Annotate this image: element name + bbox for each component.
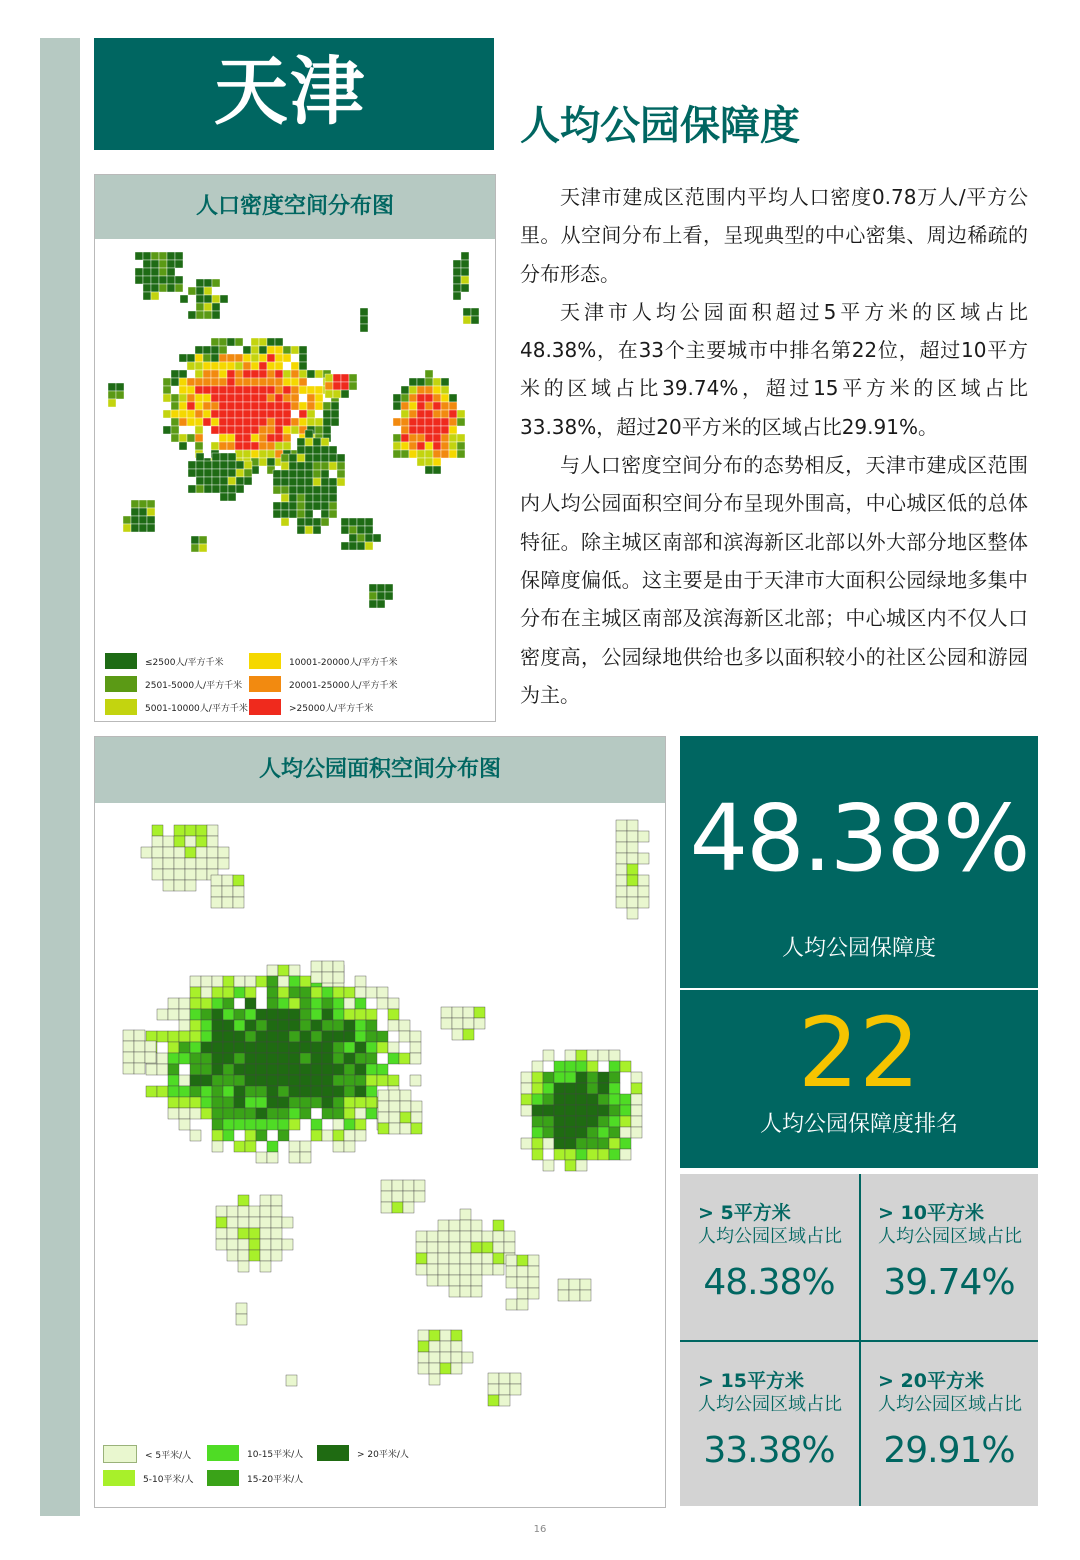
legend-swatch (105, 699, 137, 715)
legend-label: 10-15平米/人 (247, 1449, 304, 1460)
legend-label: 5001-10000人/平方千米 (145, 703, 248, 714)
body-text (520, 178, 1028, 714)
threshold-cell (680, 1174, 858, 1340)
section-heading: 人均公园保障度 (520, 103, 800, 149)
legend-swatch (249, 699, 281, 715)
threshold-label: > 15平方米 (698, 1370, 804, 1392)
legend-item (207, 1470, 303, 1486)
threshold-cell (860, 1174, 1038, 1340)
threshold-value: 33.38% (703, 1430, 835, 1471)
legend-swatch (105, 653, 137, 669)
legend-swatch (249, 676, 281, 692)
threshold-sublabel: 人均公园区域占比 (878, 1394, 1022, 1415)
coverage-stat-card (680, 736, 1038, 988)
park-area-map-title: 人均公园面积空间分布图 (95, 737, 665, 803)
threshold-sublabel: 人均公园区域占比 (698, 1226, 842, 1247)
threshold-sublabel: 人均公园区域占比 (698, 1394, 842, 1415)
legend-item (105, 653, 223, 669)
legend-item (103, 1470, 193, 1486)
legend-item (249, 653, 398, 669)
side-accent-bar (40, 38, 80, 1516)
legend-label: 5-10平米/人 (143, 1474, 194, 1485)
legend-item (249, 676, 398, 692)
legend-label: 10001-20000人/平方千米 (289, 657, 398, 668)
paragraph: 与人口密度空间分布的态势相反，天津市建成区范围内人均公园面积空间分布呈现外围高，中心城区低的总体特征。除主城区南部和滨海新区北部以外大部分地区整体保障度偏低。这主要是由于天津市大面积公园绿地多集中分布在主城区南部及滨海新区北部；中心城区内不仅人口密度高，公园绿地供给也多以面积较小的社区公园和游园为主。 (520, 453, 1028, 707)
city-title: 天津 (214, 49, 366, 135)
legend-label: 20001-25000人/平方千米 (289, 680, 398, 691)
legend-swatch (207, 1445, 239, 1461)
coverage-stat-label: 人均公园保障度 (781, 936, 936, 961)
legend-label: >25000人/平方千米 (289, 703, 374, 714)
legend-label: < 5平米/人 (145, 1450, 192, 1461)
threshold-label: > 10平方米 (878, 1202, 984, 1224)
legend-swatch (207, 1470, 239, 1486)
page-number: 16 (533, 1524, 547, 1535)
legend-swatch (103, 1470, 135, 1486)
coverage-stat-value: 48.38% (689, 785, 1029, 892)
legend-item (105, 676, 242, 692)
population-density-map-title: 人口密度空间分布图 (95, 175, 495, 239)
rank-stat-value: 22 (797, 997, 921, 1109)
rank-stat-label: 人均公园保障度排名 (759, 1112, 958, 1137)
threshold-sublabel: 人均公园区域占比 (878, 1226, 1022, 1247)
paragraph: 天津市人均公园面积超过5平方米的区域占比48.38%，在33个主要城市中排名第22位，超过10平方米的区域占比39.74%，超过15平方米的区域占比33.38%，超过20平方米的区域占比29.91%。 (520, 299, 1028, 439)
legend-swatch (249, 653, 281, 669)
grid-divider-horizontal (680, 1340, 1038, 1342)
legend-label: > 20平米/人 (357, 1449, 409, 1460)
legend-swatch (105, 676, 137, 692)
legend-label: ≤2500人/平方千米 (145, 657, 224, 668)
park-area-legend (95, 737, 665, 1507)
legend-label: 2501-5000人/平方千米 (145, 680, 243, 691)
threshold-value: 29.91% (883, 1430, 1015, 1471)
threshold-cell (860, 1342, 1038, 1508)
threshold-value: 48.38% (703, 1262, 835, 1303)
legend-item (103, 1445, 191, 1463)
threshold-value: 39.74% (883, 1262, 1015, 1303)
legend-swatch (103, 1445, 137, 1463)
rank-stat-card (680, 990, 1038, 1168)
population-density-map-panel (94, 174, 496, 722)
threshold-cell (680, 1342, 858, 1508)
legend-item (317, 1445, 409, 1461)
legend-item (249, 699, 373, 715)
legend-label: 15-20平米/人 (247, 1474, 304, 1485)
city-banner (94, 38, 494, 150)
legend-item (105, 699, 248, 715)
paragraph: 天津市建成区范围内平均人口密度0.78万人/平方公里。从空间分布上看，呈现典型的中心密集、周边稀疏的分布形态。 (520, 185, 1028, 286)
threshold-label: > 20平方米 (878, 1370, 984, 1392)
legend-swatch (317, 1445, 349, 1461)
population-density-legend (95, 175, 495, 721)
legend-item (207, 1445, 303, 1461)
threshold-label: > 5平方米 (698, 1202, 791, 1224)
park-area-map-panel (94, 736, 666, 1508)
